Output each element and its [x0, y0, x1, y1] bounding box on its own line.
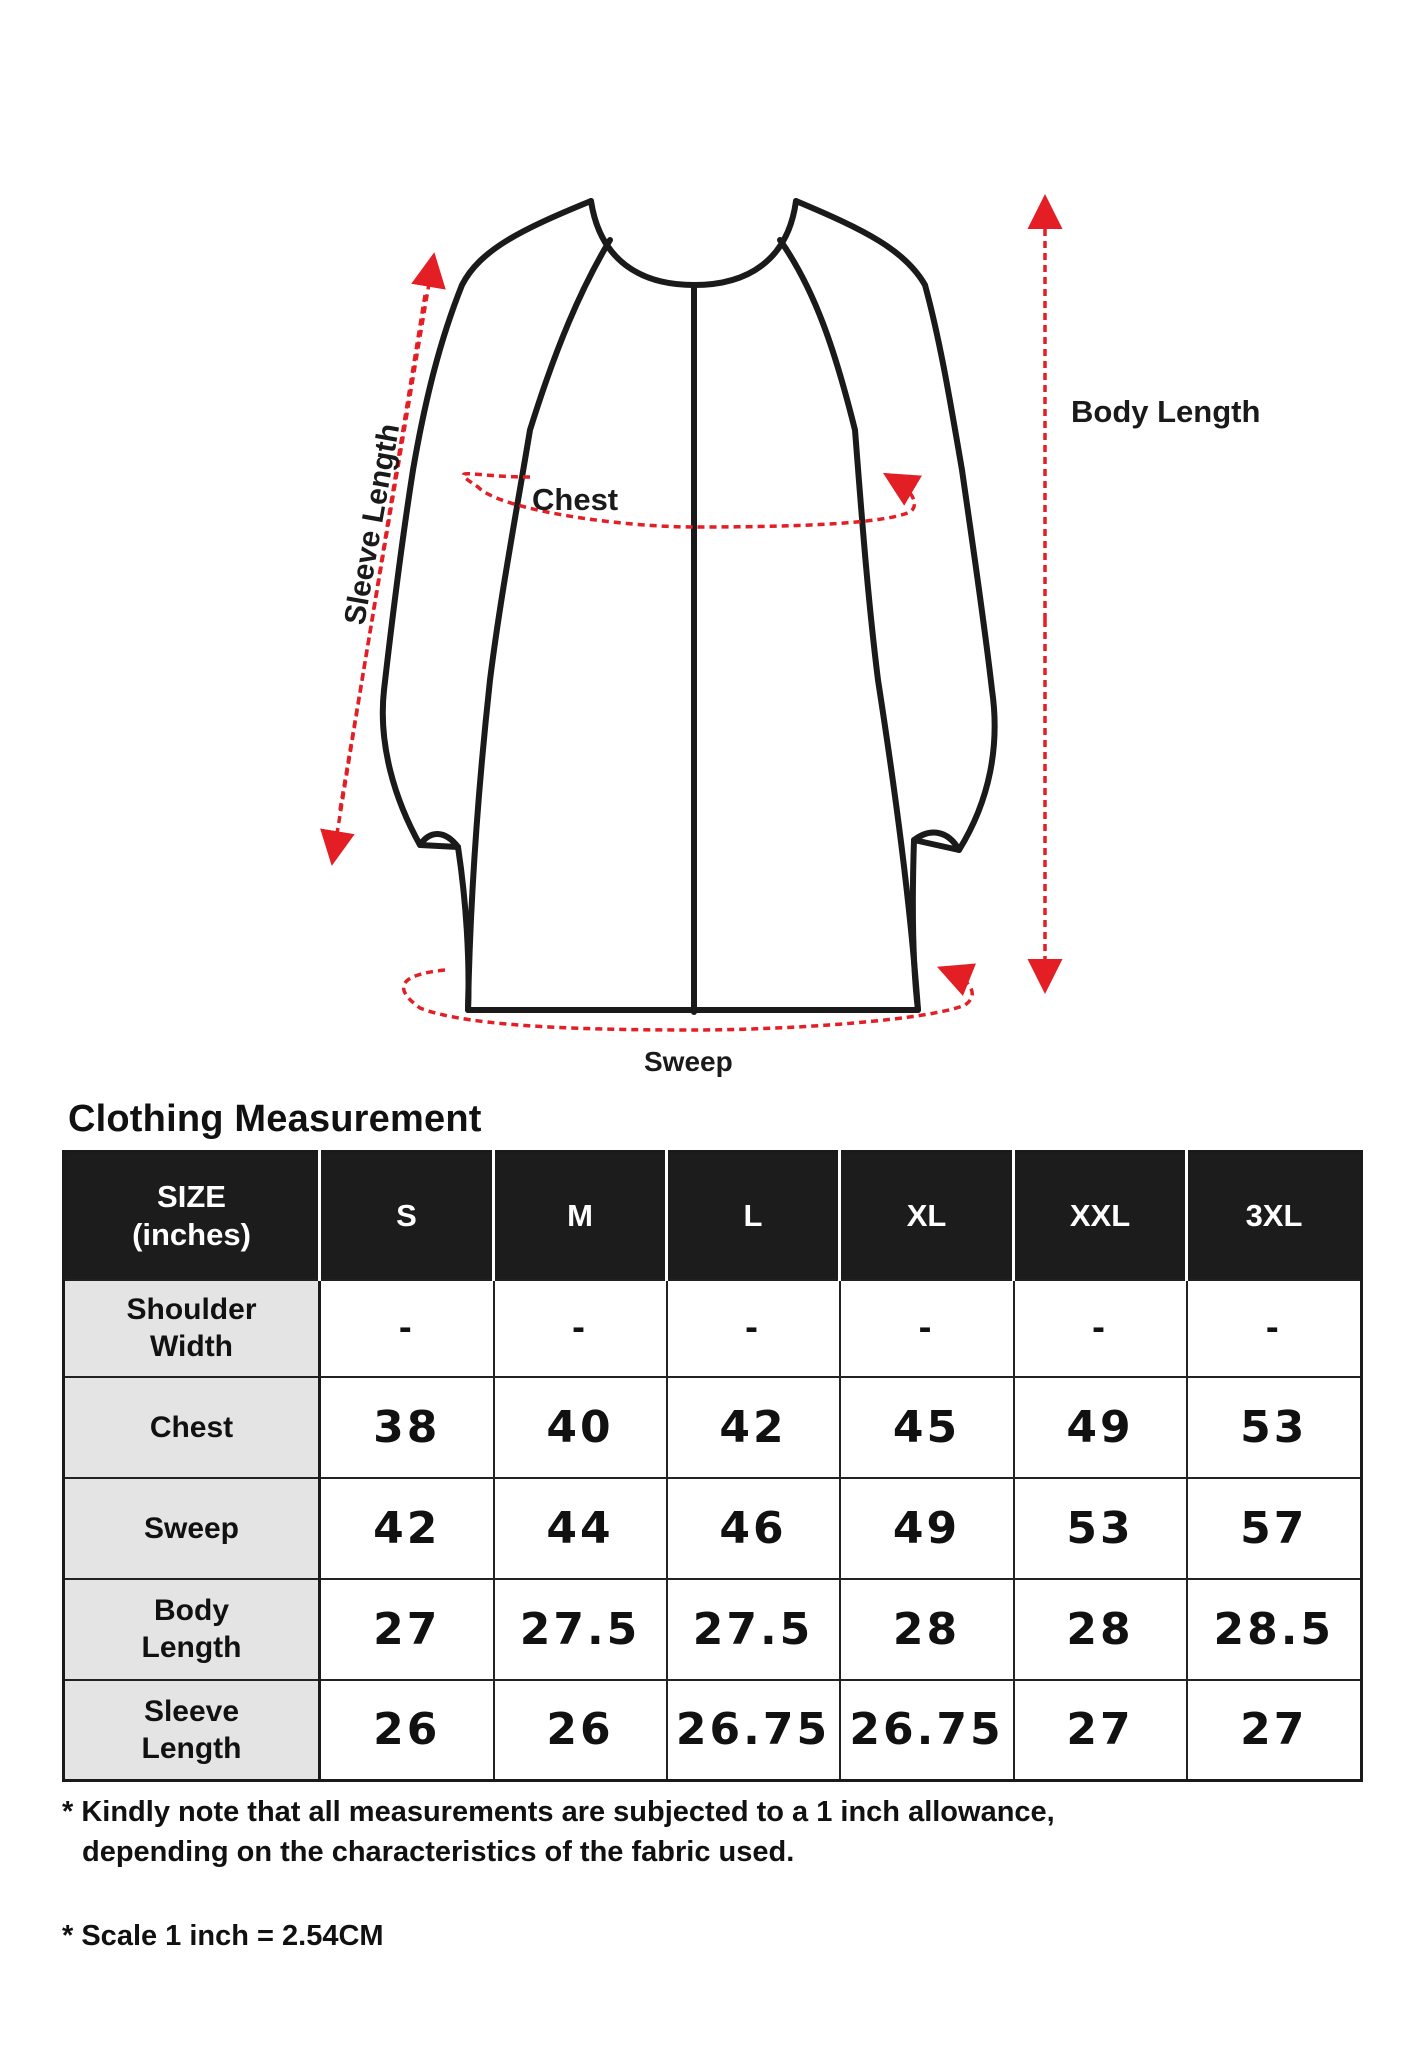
scale-note: * Scale 1 inch = 2.54CM: [62, 1920, 384, 1952]
row-label-line1: Sleeve: [143, 1694, 240, 1728]
table-cell: 53: [1014, 1478, 1187, 1579]
dress-outline: [383, 201, 995, 1012]
size-col-l: L: [667, 1152, 840, 1281]
table-cell: 42: [667, 1377, 840, 1478]
row-label-line2: Length: [141, 1731, 242, 1765]
note-line2: depending on the characteristics of the fabric used.: [82, 1836, 795, 1868]
table-cell: 27.5: [494, 1579, 667, 1680]
table-cell: 27: [320, 1579, 494, 1680]
row-label-line1: Shoulder: [126, 1293, 257, 1327]
size-col-s: S: [320, 1152, 494, 1281]
table-cell: -: [667, 1280, 840, 1377]
section-title: Clothing Measurement: [68, 1098, 482, 1140]
table-cell: 26: [494, 1680, 667, 1781]
table-cell: -: [1187, 1280, 1362, 1377]
size-col-3xl: 3XL: [1187, 1152, 1362, 1281]
table-header-row: [64, 1152, 1362, 1281]
row-label-sleeve-length: [64, 1680, 320, 1781]
row-label-line1: Body: [154, 1594, 229, 1628]
table-cell: 27: [1187, 1680, 1362, 1781]
size-col-xxl: XXL: [1014, 1152, 1187, 1281]
table-cell: -: [494, 1280, 667, 1377]
sweep-label: Sweep: [644, 1046, 733, 1077]
table-cell: 28.5: [1187, 1579, 1362, 1680]
table-cell: 40: [494, 1377, 667, 1478]
sleeve-length-label: Sleeve Length: [338, 421, 407, 628]
table-row-chest: [64, 1377, 1362, 1478]
row-label-shoulder-width: [64, 1280, 320, 1377]
body-length-label: Body Length: [1071, 394, 1261, 429]
table-cell: 27.5: [667, 1579, 840, 1680]
allowance-note: [62, 1792, 1055, 1872]
table-cell: -: [320, 1280, 494, 1377]
table-cell: 57: [1187, 1478, 1362, 1579]
table-cell: 38: [320, 1377, 494, 1478]
row-label-sweep: Sweep: [64, 1478, 320, 1579]
table-cell: 26: [320, 1680, 494, 1781]
row-label-line2: Length: [141, 1631, 242, 1665]
chest-label: Chest: [532, 482, 619, 517]
table-cell: 27: [1014, 1680, 1187, 1781]
row-label-chest: Chest: [64, 1377, 320, 1478]
table-cell: 26.75: [840, 1680, 1014, 1781]
size-col-xl: XL: [840, 1152, 1014, 1281]
left-raglan-seam: [468, 240, 610, 1010]
sweep-ellipse: [404, 970, 973, 1030]
row-label-body-length: [64, 1579, 320, 1680]
size-header-line1: SIZE: [157, 1179, 226, 1214]
size-table: [62, 1150, 1363, 1782]
table-row-sleeve-length: [64, 1680, 1362, 1781]
row-label-line2: Width: [149, 1330, 234, 1364]
table-cell: 26.75: [667, 1680, 840, 1781]
size-header-cell: [64, 1152, 320, 1281]
table-row-sweep: [64, 1478, 1362, 1579]
table-row-body-length: [64, 1579, 1362, 1680]
right-raglan-seam: [780, 240, 918, 1010]
neckline: [591, 201, 796, 285]
table-cell: -: [840, 1280, 1014, 1377]
table-cell: -: [1014, 1280, 1187, 1377]
table-cell: 42: [320, 1478, 494, 1579]
table-cell: 28: [1014, 1579, 1187, 1680]
table-cell: 49: [840, 1478, 1014, 1579]
table-cell: 46: [667, 1478, 840, 1579]
table-cell: 45: [840, 1377, 1014, 1478]
note-line1: * Kindly note that all measurements are subjected to a 1 inch allowance,: [62, 1796, 1055, 1828]
table-row-shoulder-width: [64, 1280, 1362, 1377]
table-cell: 28: [840, 1579, 1014, 1680]
table-cell: 44: [494, 1478, 667, 1579]
table-cell: 49: [1014, 1377, 1187, 1478]
table-cell: 53: [1187, 1377, 1362, 1478]
size-header-line2: (inches): [132, 1217, 251, 1252]
chest-ellipse: [463, 474, 914, 527]
size-col-m: M: [494, 1152, 667, 1281]
